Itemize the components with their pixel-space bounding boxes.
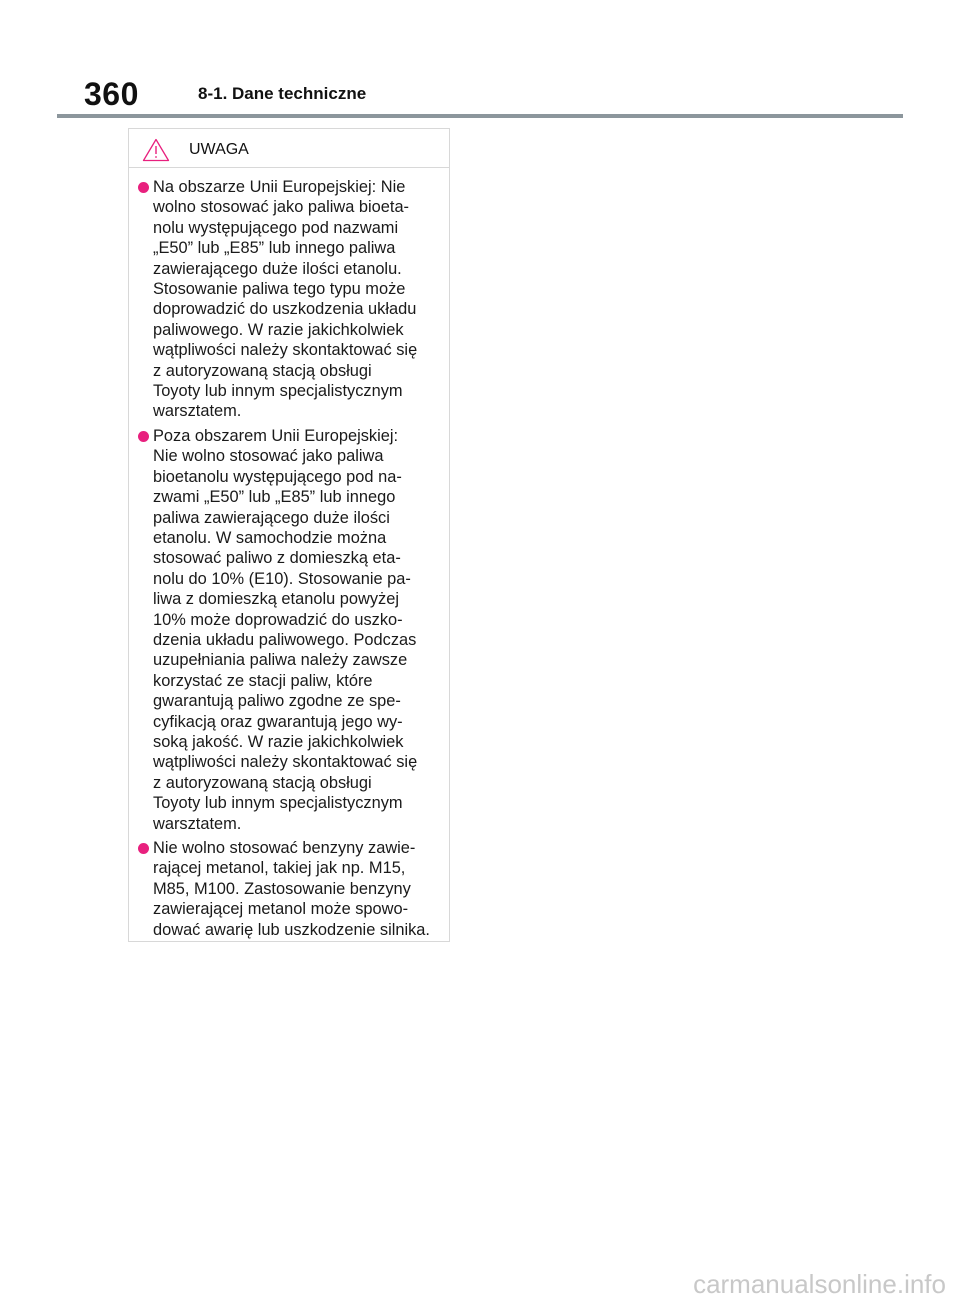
caution-item-line: Nie wolno stosować jako paliwa xyxy=(153,447,384,466)
header-rule xyxy=(57,114,903,118)
caution-item xyxy=(138,838,443,940)
caution-item-line: Toyoty lub innym specjalistycznym xyxy=(153,382,403,401)
caution-item-line: bioetanolu występującego pod na- xyxy=(153,467,402,486)
caution-item-line: uzupełniania paliwa należy zawsze xyxy=(153,651,408,670)
caution-item-line: zwami „E50” lub „E85” lub innego xyxy=(153,488,396,507)
caution-item-line: rającej metanol, takiej jak np. M15, xyxy=(153,859,406,878)
caution-item-line: Stosowanie paliwa tego typu może xyxy=(153,280,406,299)
caution-item-line: paliwowego. W razie jakichkolwiek xyxy=(153,320,404,339)
caution-item-line: nolu do 10% (E10). Stosowanie pa- xyxy=(153,569,411,588)
page-number: 360 xyxy=(84,76,139,112)
caution-item-line: soką jakość. W razie jakichkolwiek xyxy=(153,732,404,751)
caution-item-line: z autoryzowaną stacją obsługi xyxy=(153,361,372,380)
caution-item-line: Nie wolno stosować benzyny zawie- xyxy=(153,839,416,857)
caution-item xyxy=(138,177,443,422)
caution-item-line: liwa z domieszką etanolu powyżej xyxy=(153,590,399,609)
caution-item-line: z autoryzowaną stacją obsługi xyxy=(153,773,372,792)
caution-title: UWAGA xyxy=(189,141,249,158)
caution-item-line: dzenia układu paliwowego. Podczas xyxy=(153,630,417,649)
caution-item-line: wątpliwości należy skontaktować się xyxy=(153,753,418,772)
caution-item-line: Na obszarze Unii Europejskiej: Nie xyxy=(153,178,406,196)
caution-item-line: Toyoty lub innym specjalistycznym xyxy=(153,794,403,813)
bullet-dot-icon xyxy=(138,431,149,442)
bullet-dot-icon xyxy=(138,182,149,193)
caution-item-line: M85, M100. Zastosowanie benzyny xyxy=(153,879,411,898)
caution-item-line: „E50” lub „E85” lub innego paliwa xyxy=(153,239,396,258)
caution-item-line: cyfikacją oraz gwarantują jego wy- xyxy=(153,712,403,731)
caution-header xyxy=(129,129,449,168)
bullet-dot-icon xyxy=(138,843,149,854)
caution-item-line: doprowadzić do uszkodzenia układu xyxy=(153,300,417,319)
caution-item-line: wątpliwości należy skontaktować się xyxy=(153,341,418,360)
caution-item-line: Poza obszarem Unii Europejskiej: xyxy=(153,426,399,445)
caution-item-line: zawierającej metanol może spowo- xyxy=(153,900,409,919)
caution-item-line: dować awarię lub uszkodzenie silnika. xyxy=(153,920,430,939)
caution-body xyxy=(129,168,449,940)
caution-item-line: wolno stosować jako paliwa bioeta- xyxy=(153,198,410,217)
caution-item-line: paliwa zawierającego duże ilości xyxy=(153,508,390,527)
caution-box xyxy=(128,128,450,942)
caution-item xyxy=(138,426,443,834)
watermark: carmanualsonline.info xyxy=(693,1269,946,1299)
caution-item-line: warsztatem. xyxy=(153,814,242,833)
section-title: 8-1. Dane techniczne xyxy=(198,84,367,103)
caution-item-line: nolu występującego pod nazwami xyxy=(153,218,399,237)
warning-triangle-icon xyxy=(142,138,170,162)
caution-item-line: korzystać ze stacji paliw, które xyxy=(153,671,373,690)
caution-item-line: zawierającego duże ilości etanolu. xyxy=(153,259,402,278)
caution-item-line: 10% może doprowadzić do uszko- xyxy=(153,610,403,629)
caution-item-line: etanolu. W samochodzie można xyxy=(153,528,387,547)
caution-item-line: gwarantują paliwo zgodne ze spe- xyxy=(153,692,401,711)
caution-item-line: stosować paliwo z domieszką eta- xyxy=(153,549,401,568)
caution-item-line: warsztatem. xyxy=(153,402,242,421)
